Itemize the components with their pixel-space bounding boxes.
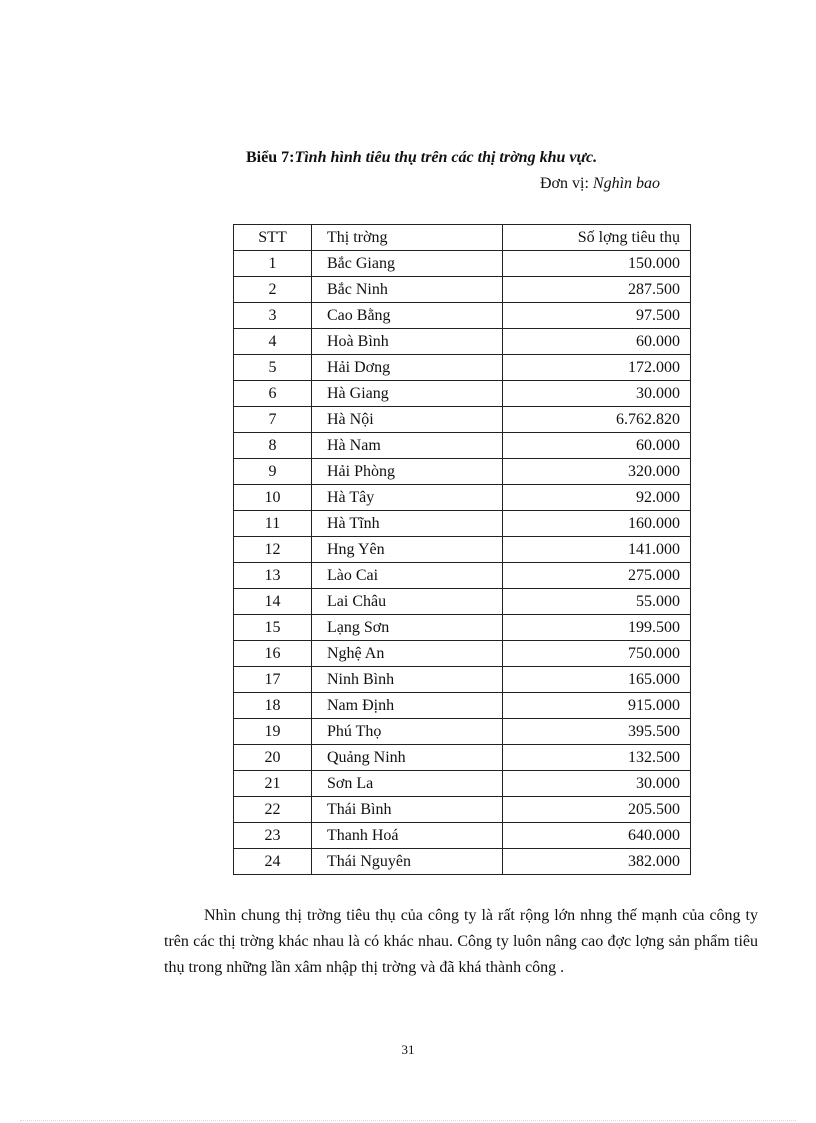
cell-market: Quảng Ninh [312, 745, 503, 771]
body-paragraph: Nhìn chung thị trờng tiêu thụ của công ty là rất rộng lớn nhng thế mạnh của công ty trên các thị trờng khác nhau là có khác nhau. Công ty luôn nâng cao đợc lợng sản phẩm tiêu thụ trong những lần xâm nhập thị trờng và đã khá thành công . [164, 907, 758, 976]
table-row [234, 537, 691, 563]
cell-stt: 12 [234, 537, 312, 563]
cell-quantity: 382.000 [503, 849, 691, 875]
cell-quantity: 287.500 [503, 277, 691, 303]
table-row [234, 615, 691, 641]
cell-market: Lạng Sơn [312, 615, 503, 641]
cell-stt: 8 [234, 433, 312, 459]
cell-stt: 10 [234, 485, 312, 511]
cell-quantity: 97.500 [503, 303, 691, 329]
cell-market: Hà Tây [312, 485, 503, 511]
cell-market: Lào Cai [312, 563, 503, 589]
table-row [234, 303, 691, 329]
cell-market: Phú Thọ [312, 719, 503, 745]
table-row [234, 563, 691, 589]
cell-stt: 9 [234, 459, 312, 485]
table-row [234, 719, 691, 745]
page-bottom-divider [20, 1120, 796, 1121]
cell-market: Ninh Bình [312, 667, 503, 693]
cell-stt: 4 [234, 329, 312, 355]
cell-market: Hà Giang [312, 381, 503, 407]
cell-stt: 11 [234, 511, 312, 537]
cell-stt: 19 [234, 719, 312, 745]
cell-market: Sơn La [312, 771, 503, 797]
table-row [234, 329, 691, 355]
cell-market: Nghệ An [312, 641, 503, 667]
cell-quantity: 30.000 [503, 381, 691, 407]
table-row [234, 485, 691, 511]
header-market: Thị trờng [312, 225, 503, 251]
caption-title: Tình hình tiêu thụ trên các thị trờng khu vực. [294, 149, 598, 166]
cell-market: Bắc Giang [312, 251, 503, 277]
cell-quantity: 205.500 [503, 797, 691, 823]
table-row [234, 459, 691, 485]
cell-market: Nam Định [312, 693, 503, 719]
table-row [234, 641, 691, 667]
cell-stt: 1 [234, 251, 312, 277]
page-number: 31 [401, 1042, 415, 1057]
cell-market: Cao Bằng [312, 303, 503, 329]
cell-quantity: 60.000 [503, 433, 691, 459]
cell-market: Thái Bình [312, 797, 503, 823]
table-row [234, 849, 691, 875]
table-row [234, 693, 691, 719]
table-row [234, 667, 691, 693]
table-row [234, 433, 691, 459]
cell-market: Hà Tĩnh [312, 511, 503, 537]
unit-note [540, 175, 660, 193]
table-row [234, 381, 691, 407]
cell-stt: 24 [234, 849, 312, 875]
cell-stt: 15 [234, 615, 312, 641]
cell-market: Hng Yên [312, 537, 503, 563]
table-caption [246, 149, 597, 167]
market-sales-table [233, 224, 691, 875]
cell-quantity: 199.500 [503, 615, 691, 641]
table-row [234, 355, 691, 381]
cell-market: Bắc Ninh [312, 277, 503, 303]
cell-quantity: 172.000 [503, 355, 691, 381]
table-row [234, 823, 691, 849]
cell-stt: 21 [234, 771, 312, 797]
cell-quantity: 165.000 [503, 667, 691, 693]
table-row [234, 511, 691, 537]
cell-stt: 23 [234, 823, 312, 849]
table-row [234, 407, 691, 433]
cell-stt: 3 [234, 303, 312, 329]
table-body [234, 251, 691, 875]
table-row [234, 771, 691, 797]
cell-stt: 2 [234, 277, 312, 303]
table-header-row [234, 225, 691, 251]
cell-quantity: 141.000 [503, 537, 691, 563]
unit-value: Nghìn bao [592, 175, 661, 192]
cell-market: Lai Châu [312, 589, 503, 615]
cell-stt: 16 [234, 641, 312, 667]
cell-quantity: 132.500 [503, 745, 691, 771]
cell-quantity: 150.000 [503, 251, 691, 277]
cell-market: Thanh Hoá [312, 823, 503, 849]
cell-stt: 20 [234, 745, 312, 771]
cell-market: Hải Phòng [312, 459, 503, 485]
cell-stt: 17 [234, 667, 312, 693]
cell-quantity: 92.000 [503, 485, 691, 511]
cell-stt: 7 [234, 407, 312, 433]
cell-quantity: 640.000 [503, 823, 691, 849]
cell-stt: 6 [234, 381, 312, 407]
cell-quantity: 6.762.820 [503, 407, 691, 433]
cell-stt: 13 [234, 563, 312, 589]
cell-quantity: 30.000 [503, 771, 691, 797]
cell-stt: 18 [234, 693, 312, 719]
cell-stt: 5 [234, 355, 312, 381]
table-row [234, 277, 691, 303]
table-row [234, 745, 691, 771]
cell-quantity: 275.000 [503, 563, 691, 589]
cell-quantity: 750.000 [503, 641, 691, 667]
cell-quantity: 160.000 [503, 511, 691, 537]
cell-market: Thái Nguyên [312, 849, 503, 875]
cell-stt: 14 [234, 589, 312, 615]
table-row [234, 251, 691, 277]
cell-market: Hải Dơng [312, 355, 503, 381]
cell-quantity: 320.000 [503, 459, 691, 485]
header-stt: STT [234, 225, 312, 251]
cell-quantity: 395.500 [503, 719, 691, 745]
table-row [234, 589, 691, 615]
cell-market: Hà Nam [312, 433, 503, 459]
cell-market: Hà Nội [312, 407, 503, 433]
cell-quantity: 60.000 [503, 329, 691, 355]
header-quantity: Số lợng tiêu thụ [503, 225, 691, 251]
cell-stt: 22 [234, 797, 312, 823]
cell-quantity: 55.000 [503, 589, 691, 615]
cell-quantity: 915.000 [503, 693, 691, 719]
table-row [234, 797, 691, 823]
unit-label: Đơn vị: [540, 175, 593, 192]
cell-market: Hoà Bình [312, 329, 503, 355]
caption-prefix: Biểu 7: [246, 149, 295, 166]
